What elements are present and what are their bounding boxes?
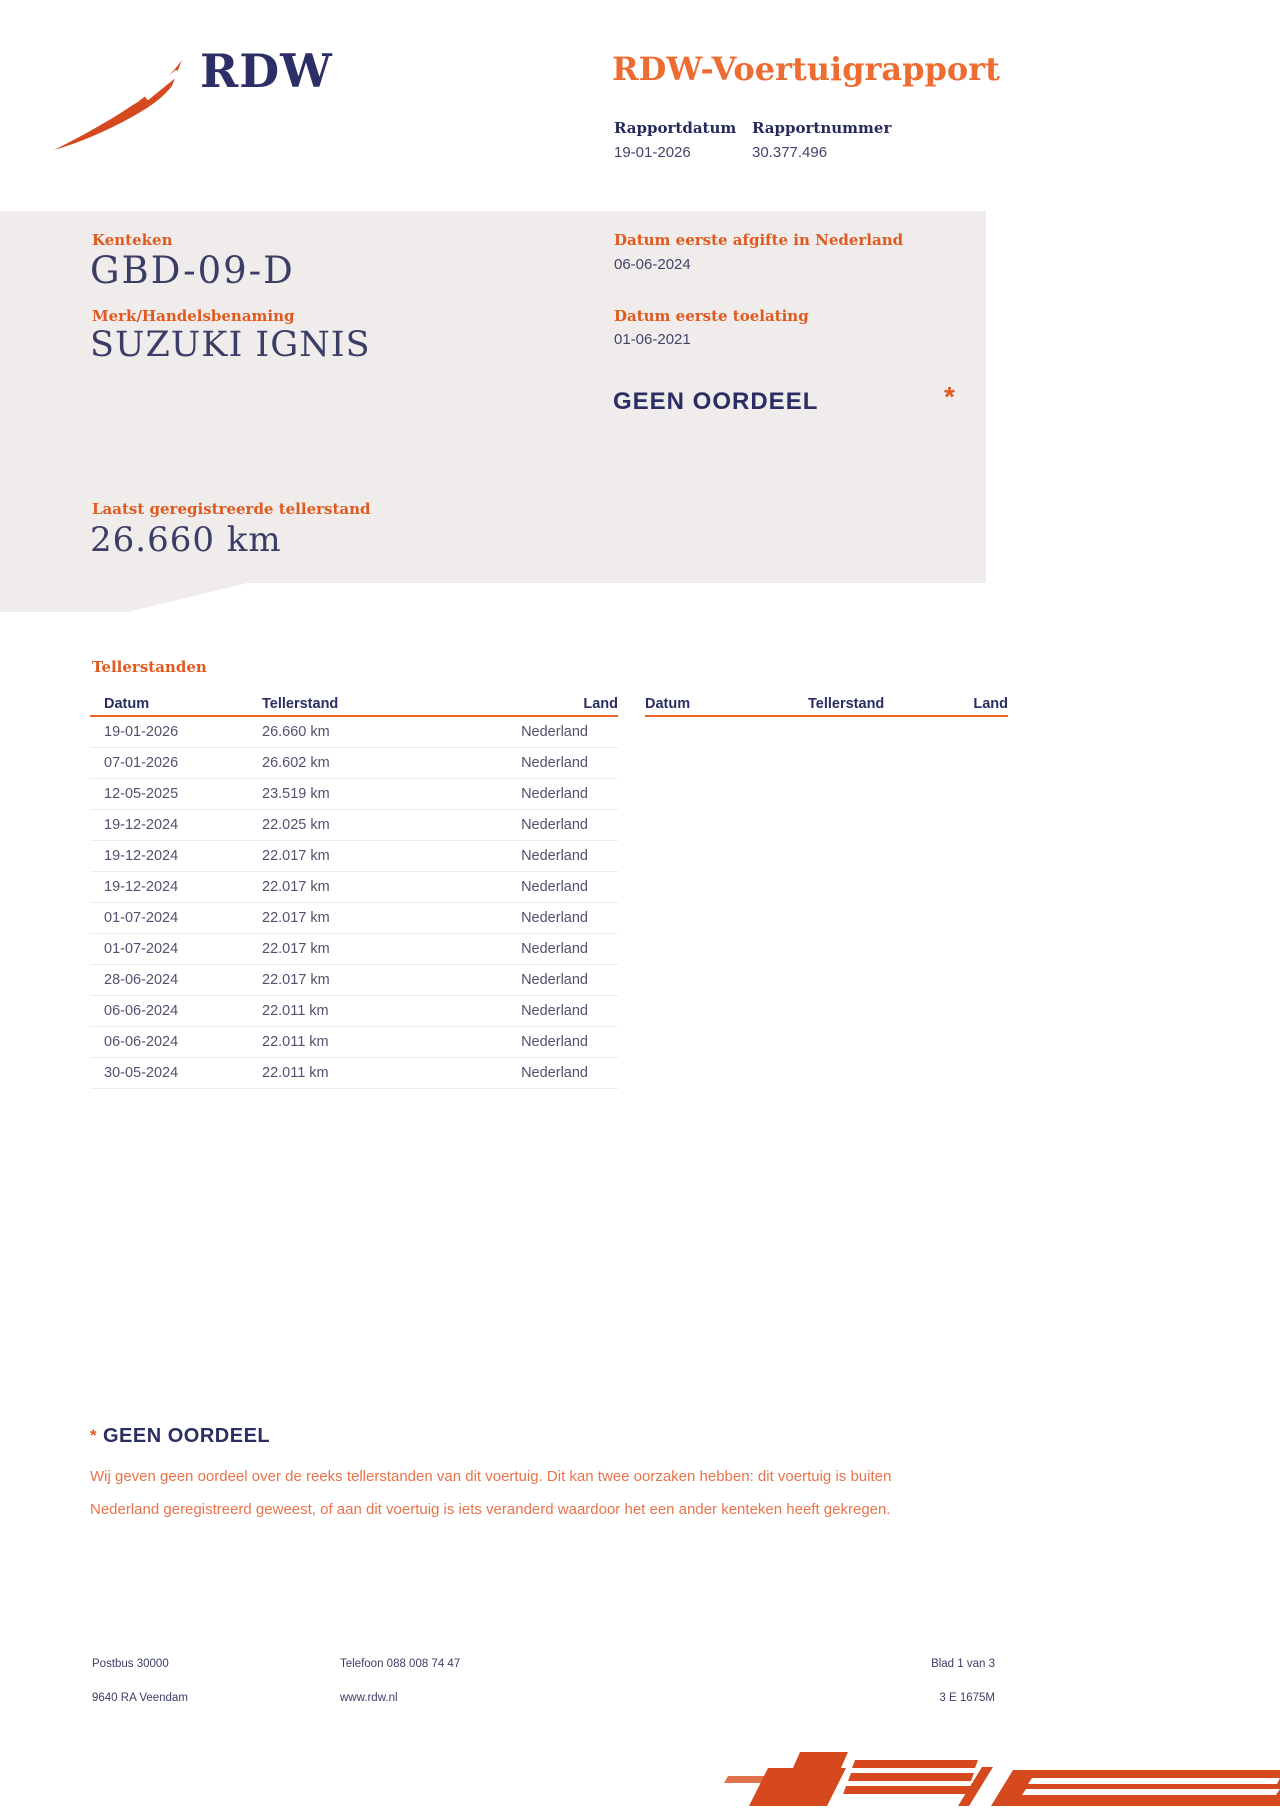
- cell-datum: 19-12-2024: [104, 817, 179, 833]
- odometer-table-right: [645, 688, 1008, 717]
- footer-form-code: 3 E 1675M: [939, 1692, 995, 1704]
- last-odometer-label: Laatst geregistreerde tellerstand: [92, 500, 371, 518]
- footer-postbus: Postbus 30000: [92, 1658, 169, 1670]
- cell-datum: 01-07-2024: [104, 941, 179, 957]
- footnote-title: GEEN OORDEEL: [103, 1425, 271, 1447]
- cell-land: Nederland: [521, 910, 588, 926]
- cell-land: Nederland: [521, 755, 588, 771]
- kenteken-label: Kenteken: [92, 231, 173, 249]
- cell-tellerstand: 22.017 km: [262, 941, 330, 957]
- table-body: [90, 717, 618, 1089]
- footer-page-number: Blad 1 van 3: [931, 1658, 995, 1670]
- speed-stripes-graphic: [640, 1740, 1280, 1810]
- footnote-body: Wij geven geen oordeel over de reeks tellerstanden van dit voertuig. Dit kan twee oorzaken hebben: dit voertuig is buiten Nederland geregistreerd geweest, of aan dit voertuig is iets veranderd waardoor het een ander kenteken heeft gekregen.: [90, 1468, 892, 1518]
- cell-land: Nederland: [521, 848, 588, 864]
- cell-land: Nederland: [521, 724, 588, 740]
- tellerstanden-section-title: Tellerstanden: [92, 658, 207, 676]
- column-header-land: Land: [583, 696, 618, 712]
- afgifte-label: Datum eerste afgifte in Nederland: [614, 231, 904, 249]
- afgifte-value: 06-06-2024: [614, 256, 691, 273]
- report-date-value: 19-01-2026: [614, 144, 691, 161]
- last-odometer-value: 26.660 km: [90, 520, 282, 560]
- table-header: [90, 688, 618, 717]
- table-row: [90, 996, 618, 1027]
- cell-tellerstand: 22.025 km: [262, 817, 330, 833]
- report-date-label: Rapportdatum: [614, 119, 737, 137]
- footer-phone: Telefoon 088 008 74 47: [340, 1658, 461, 1670]
- cell-land: Nederland: [521, 972, 588, 988]
- table-row: [90, 779, 618, 810]
- merk-label: Merk/Handelsbenaming: [92, 307, 295, 325]
- table-row: [90, 810, 618, 841]
- page-title: RDW-Voertuigrapport: [612, 50, 1000, 88]
- cell-datum: 28-06-2024: [104, 972, 179, 988]
- cell-tellerstand: 22.011 km: [262, 1065, 329, 1081]
- cell-land: Nederland: [521, 1065, 588, 1081]
- cell-tellerstand: 22.017 km: [262, 972, 330, 988]
- cell-tellerstand: 26.602 km: [262, 755, 330, 771]
- table-row: [90, 1058, 618, 1089]
- column-header-tellerstand: Tellerstand: [262, 696, 339, 712]
- table-row: [90, 965, 618, 996]
- cell-datum: 19-12-2024: [104, 879, 179, 895]
- column-header-datum: Datum: [645, 696, 691, 712]
- table-header: [645, 688, 1008, 717]
- footnote-asterisk-marker: *: [90, 1426, 97, 1445]
- table-row: [90, 748, 618, 779]
- cell-land: Nederland: [521, 879, 588, 895]
- report-number-value: 30.377.496: [752, 144, 828, 161]
- cell-datum: 06-06-2024: [104, 1034, 179, 1050]
- kenteken-value: GBD-09-D: [90, 249, 295, 292]
- cell-tellerstand: 22.017 km: [262, 879, 330, 895]
- cell-tellerstand: 22.011 km: [262, 1003, 329, 1019]
- column-header-tellerstand: Tellerstand: [808, 696, 885, 712]
- table-row: [90, 841, 618, 872]
- cell-land: Nederland: [521, 1003, 588, 1019]
- table-row: [90, 717, 618, 748]
- cell-tellerstand: 22.017 km: [262, 848, 330, 864]
- cell-tellerstand: 26.660 km: [262, 724, 330, 740]
- footer-website: www.rdw.nl: [340, 1692, 398, 1704]
- rdw-logo-text: RDW: [200, 44, 333, 98]
- rdw-wing-logo-icon: [50, 58, 190, 153]
- cell-land: Nederland: [521, 786, 588, 802]
- cell-land: Nederland: [521, 941, 588, 957]
- table-row: [90, 1027, 618, 1058]
- cell-datum: 12-05-2025: [104, 786, 179, 802]
- table-row: [90, 903, 618, 934]
- table-row: [90, 872, 618, 903]
- toelating-value: 01-06-2021: [614, 331, 691, 348]
- verdict-text: GEEN OORDEEL: [613, 388, 819, 415]
- cell-datum: 07-01-2026: [104, 755, 179, 771]
- cell-tellerstand: 22.017 km: [262, 910, 330, 926]
- cell-datum: 19-12-2024: [104, 848, 179, 864]
- cell-tellerstand: 22.011 km: [262, 1034, 329, 1050]
- verdict-asterisk-marker: *: [944, 381, 955, 412]
- report-number-label: Rapportnummer: [752, 119, 892, 137]
- cell-land: Nederland: [521, 1034, 588, 1050]
- merk-value: SUZUKI IGNIS: [90, 325, 371, 365]
- toelating-label: Datum eerste toelating: [614, 307, 809, 325]
- table-row: [90, 934, 618, 965]
- cell-datum: 19-01-2026: [104, 724, 179, 740]
- cell-land: Nederland: [521, 817, 588, 833]
- odometer-table-left: [90, 688, 618, 1089]
- cell-datum: 01-07-2024: [104, 910, 179, 926]
- column-header-land: Land: [973, 696, 1008, 712]
- cell-datum: 30-05-2024: [104, 1065, 179, 1081]
- footer-address: 9640 RA Veendam: [92, 1692, 188, 1704]
- cell-datum: 06-06-2024: [104, 1003, 179, 1019]
- cell-tellerstand: 23.519 km: [262, 786, 330, 802]
- column-header-datum: Datum: [104, 696, 150, 712]
